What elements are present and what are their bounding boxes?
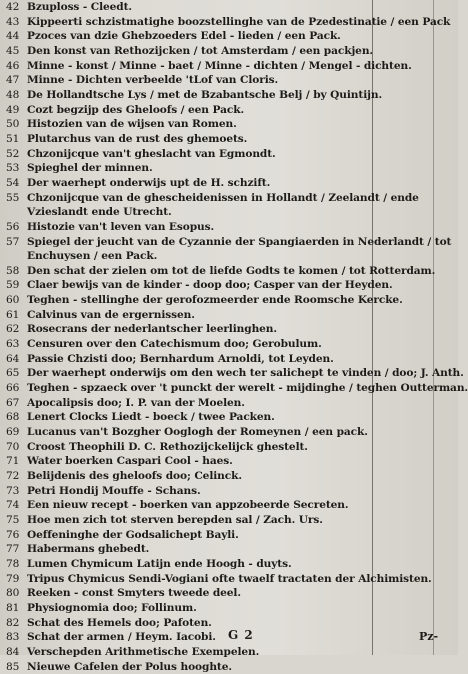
entry-number: 49 [6,103,20,116]
catalog-entry [6,337,452,352]
entry-title: Claer bewijs van de kinder - doop doo; Casper van der Heyden. [27,279,393,292]
entry-title: Calvinus van de ergernissen. [27,308,195,321]
catalog-entry [6,44,452,59]
entry-number: 85 [6,660,20,673]
entry-title: Nieuwe Cafelen der Polus hooghte. [27,660,232,673]
entry-title: Passie Chzisti doo; Bernhardum Arnoldi, tot Leyden. [27,352,334,365]
catalog-entry [6,117,452,132]
entry-number: 74 [6,499,20,512]
entry-number: 43 [6,15,20,28]
entry-number: 50 [6,118,20,131]
entry-title: Minne - Dichten verbeelde 'tLof van Cloris. [27,74,279,87]
entry-number: 79 [6,572,20,585]
entry-title: Tripus Chymicus Sendi-Vogiani ofte twaelf tractaten der Alchimisten. [27,572,432,585]
entry-number: 58 [6,264,20,277]
entry-title: Cozt begzijp des Gheloofs / een Pack. [27,103,245,116]
entry-number: 47 [6,74,20,87]
entry-title: Histozien van de wijsen van Romen. [27,118,237,131]
catalog-entry [6,352,452,367]
entry-title: Petri Hondij Mouffe - Schans. [27,484,201,497]
catalog-entry [6,542,452,557]
catalog-entry [6,308,452,323]
entry-title: Spieghel der minnen. [27,162,153,175]
entry-number: 66 [6,382,20,395]
entry-number: 65 [6,367,20,380]
catalog-entry [6,235,452,264]
entry-title: Histozie van't leven van Esopus. [27,220,215,233]
catalog-entry [6,469,452,484]
entry-number: 51 [6,132,20,145]
entry-title: Lenert Clocks Liedt - boeck / twee Packen. [27,411,275,424]
entry-title: Kippeerti schzistmatighe boozstellinghe van de Pzedestinatie / een Pack [27,15,451,28]
entry-number: 73 [6,484,20,497]
entry-number: 63 [6,338,20,351]
entry-number: 46 [6,59,20,72]
entry-number: 42 [6,1,20,13]
entry-title: Verschepden Arithmetische Exempelen. [27,645,260,658]
entry-title: Den konst van Rethozijcken / tot Amsterdam / een packjen. [27,44,374,57]
entry-title: Hoe men zich tot sterven berepden sal / Zach. Urs. [27,513,323,526]
entry-title: Teghen - stellinghe der gerofozmeerder ende Roomsche Kercke. [27,294,403,307]
entry-title: Den schat der zielen om tot de liefde Godts te komen / tot Rotterdam. [27,264,436,277]
entry-number: 77 [6,543,20,556]
signature-mark: G 2 [228,628,254,642]
catalog-entry [6,513,452,528]
entry-number: 59 [6,279,20,292]
entry-title: Lumen Chymicum Latijn ende Hoogh - duyts. [27,557,292,570]
entry-number: 83 [6,631,20,644]
catchword: Pz- [419,630,439,643]
catalog-entry [6,396,452,411]
entry-number: 55 [6,191,20,204]
catalog-entry [6,601,452,616]
entry-number: 80 [6,587,20,600]
entry-title: Croost Theophili D. C. Rethozijckelijck ghestelt. [27,440,308,453]
catalog-entry [6,278,452,293]
entry-title: Habermans ghebedt. [27,543,150,556]
catalog-entry [6,161,452,176]
catalog-entry [6,454,452,469]
entry-title: De Hollandtsche Lys / met de Bzabantsche Belj / by Quintijn. [27,88,383,101]
catalog-entry [6,586,452,601]
catalog-entry [6,59,452,74]
entry-title: Belijdenis des gheloofs doo; Celinck. [27,470,242,482]
entry-title: Een nieuw recept - boerken van appzobeerde Secreten. [27,499,349,512]
entry-number: 71 [6,455,20,468]
entry-title: Chzonijcque van't gheslacht van Egmondt. [27,147,276,160]
entry-number: 52 [6,147,20,160]
catalog-entry [6,132,452,147]
entry-title: Rosecrans der nederlantscher leerlinghen. [27,323,278,336]
catalog-entry [6,103,452,118]
entry-number: 84 [6,645,20,658]
entry-title: Water boerken Caspari Cool - haes. [27,455,233,468]
entry-number: 67 [6,396,20,409]
catalog-entry [6,425,452,440]
entry-number: 60 [6,294,20,307]
entry-title: Physiognomia doo; Follinum. [27,601,197,614]
catalog-entry [6,0,452,15]
entry-number: 56 [6,220,20,233]
entry-title: Pzoces van dzie Ghebzoeders Edel - lieden / een Pack. [27,30,341,43]
catalog-entry [6,293,452,308]
entry-number: 75 [6,513,20,526]
entry-number: 78 [6,557,20,570]
catalog-entry [6,498,452,513]
catalog-entry [6,528,452,543]
entry-title: Censuren over den Catechismum doo; Gerobulum. [27,338,322,351]
catalog-entry [6,410,452,425]
entry-title: Spiegel der jeucht van de Cyzannie der Spangiaerden in Nederlandt / tot Enchuysen / een Pack. [27,235,452,263]
catalog-entry [6,557,452,572]
catalog-list [6,0,468,674]
catalog-entry [6,147,452,162]
entry-title: Der waerhept onderwijs om den wech ter salichept te vinden / doo; J. Anth. [27,367,464,380]
catalog-entry [6,264,452,279]
entry-number: 44 [6,30,20,43]
entry-title: Chzonijcque van de ghescheidenissen in Hollandt / Zeelandt / ende Vzieslandt ende Utrecht. [27,191,419,219]
entry-number: 82 [6,616,20,629]
catalog-entry [6,440,452,455]
entry-title: Plutarchus van de rust des ghemoets. [27,132,248,145]
entry-number: 48 [6,88,20,101]
entry-number: 72 [6,470,20,482]
entry-number: 57 [6,235,20,248]
entry-number: 81 [6,601,20,614]
catalog-entry [6,660,452,674]
catalog-entry [6,484,452,499]
entry-number: 61 [6,308,20,321]
catalog-entry [6,220,452,235]
entry-title: Bzuploss - Cleedt. [27,1,132,13]
entry-title: Apocalipsis doo; I. P. van der Moelen. [27,396,245,409]
catalog-entry [6,176,452,191]
entry-title: Der waerhept onderwijs upt de H. schzift. [27,176,271,189]
catalog-entry [6,572,452,587]
catalog-entry [6,381,468,396]
entry-title: Lucanus van't Bozgher Ooglogh der Romeynen / een pack. [27,426,368,439]
entry-title: Teghen - spzaeck over 't punckt der werelt - mijdinghe / teghen Outterman. [27,382,468,395]
entry-number: 64 [6,352,20,365]
entry-number: 76 [6,528,20,541]
entry-title: Minne - konst / Minne - baet / Minne - dichten / Mengel - dichten. [27,59,412,72]
entry-number: 54 [6,176,20,189]
entry-number: 53 [6,162,20,175]
entry-title: Schat des Hemels doo; Pafoten. [27,616,212,629]
entry-title: Oeffeninghe der Godsalichept Bayli. [27,528,239,541]
entry-number: 68 [6,411,20,424]
catalog-entry [6,88,452,103]
catalog-entry [6,366,464,381]
entry-number: 69 [6,426,20,439]
catalog-entry [6,15,452,30]
catalog-entry [6,645,452,660]
entry-number: 62 [6,323,20,336]
entry-title: Reeken - const Smyters tweede deel. [27,587,241,600]
entry-title: Schat der armen / Heym. Iacobi. [27,631,216,644]
entry-number: 45 [6,44,20,57]
catalog-entry [6,191,452,220]
entry-number: 70 [6,440,20,453]
catalog-entry [6,29,452,44]
catalog-entry [6,73,452,88]
catalog-entry [6,322,452,337]
